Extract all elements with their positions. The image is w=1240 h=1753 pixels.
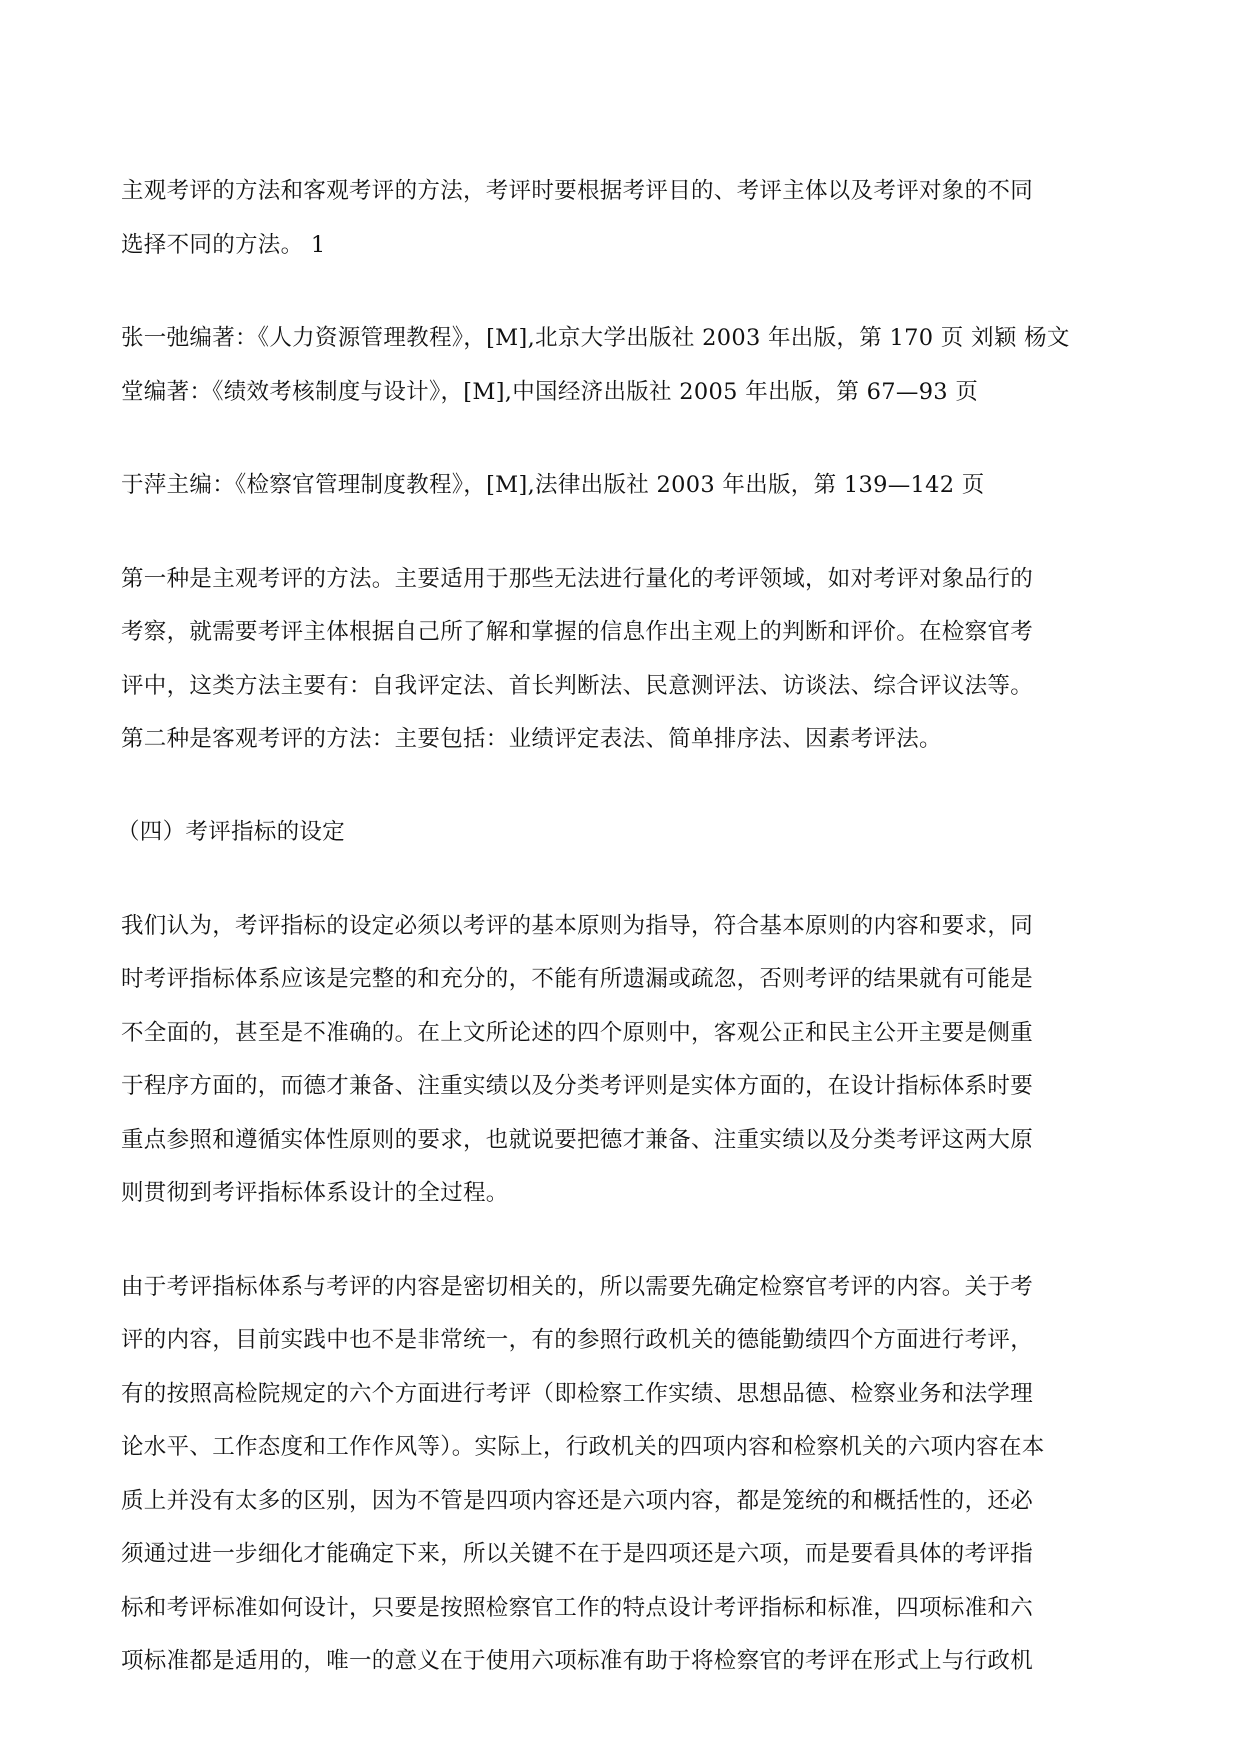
text-line: 堂编著：《绩效考核制度与设计》，[M],中国经济出版社 2005 年出版，第 67—93 页: [121, 379, 979, 405]
heading-line: （四）考评指标的设定: [117, 819, 346, 845]
text-line: 须通过进一步细化才能确定下来，所以关键不在于是四项还是六项，而是要看具体的考评指: [121, 1541, 1034, 1567]
text-line: 质上并没有太多的区别，因为不管是四项内容还是六项内容，都是笼统的和概括性的，还必: [121, 1488, 1034, 1514]
text-line: 选择不同的方法。 1: [121, 232, 326, 258]
text-line: 论水平、工作态度和工作作风等）。实际上，行政机关的四项内容和检察机关的六项内容在本: [121, 1434, 1045, 1460]
text-line: 标和考评标准如何设计，只要是按照检察官工作的特点设计考评指标和标准，四项标准和六: [121, 1595, 1034, 1621]
text-line: 第二种是客观考评的方法：主要包括：业绩评定表法、简单排序法、因素考评法。: [121, 726, 942, 752]
text-line: 重点参照和遵循实体性原则的要求，也就说要把德才兼备、注重实绩以及分类考评这两大原: [121, 1127, 1034, 1153]
text-line: 张一弛编著：《人力资源管理教程》，[M],北京大学出版社 2003 年出版，第 170 页 刘颖 杨文: [121, 325, 1070, 351]
text-line: 评的内容，目前实践中也不是非常统一，有的参照行政机关的德能勤绩四个方面进行考评，: [121, 1327, 1034, 1353]
text-line: 第一种是主观考评的方法。主要适用于那些无法进行量化的考评领域，如对考评对象品行的: [121, 566, 1034, 592]
text-line: 时考评指标体系应该是完整的和充分的，不能有所遗漏或疏忽，否则考评的结果就有可能是: [121, 966, 1034, 992]
text-line: 有的按照高检院规定的六个方面进行考评（即检察工作实绩、思想品德、检察业务和法学理: [121, 1381, 1034, 1407]
text-line: 项标准都是适用的，唯一的意义在于使用六项标准有助于将检察官的考评在形式上与行政机: [121, 1648, 1034, 1674]
text-line: 我们认为，考评指标的设定必须以考评的基本原则为指导，符合基本原则的内容和要求，同: [121, 913, 1034, 939]
text-line: 于萍主编：《检察官管理制度教程》，[M],法律出版社 2003 年出版，第 139—142 页: [121, 472, 985, 498]
text-line: 考察，就需要考评主体根据自己所了解和掌握的信息作出主观上的判断和评价。在检察官考: [121, 619, 1034, 645]
text-line: 由于考评指标体系与考评的内容是密切相关的，所以需要先确定检察官考评的内容。关于考: [121, 1274, 1034, 1300]
text-line: 评中，这类方法主要有：自我评定法、首长判断法、民意测评法、访谈法、综合评议法等。: [121, 673, 1034, 699]
text-line: 于程序方面的，而德才兼备、注重实绩以及分类考评则是实体方面的，在设计指标体系时要: [121, 1073, 1034, 1099]
text-line: 则贯彻到考评指标体系设计的全过程。: [121, 1180, 509, 1206]
text-line: 主观考评的方法和客观考评的方法，考评时要根据考评目的、考评主体以及考评对象的不同: [121, 178, 1034, 204]
text-line: 不全面的，甚至是不准确的。在上文所论述的四个原则中，客观公正和民主公开主要是侧重: [121, 1020, 1034, 1046]
